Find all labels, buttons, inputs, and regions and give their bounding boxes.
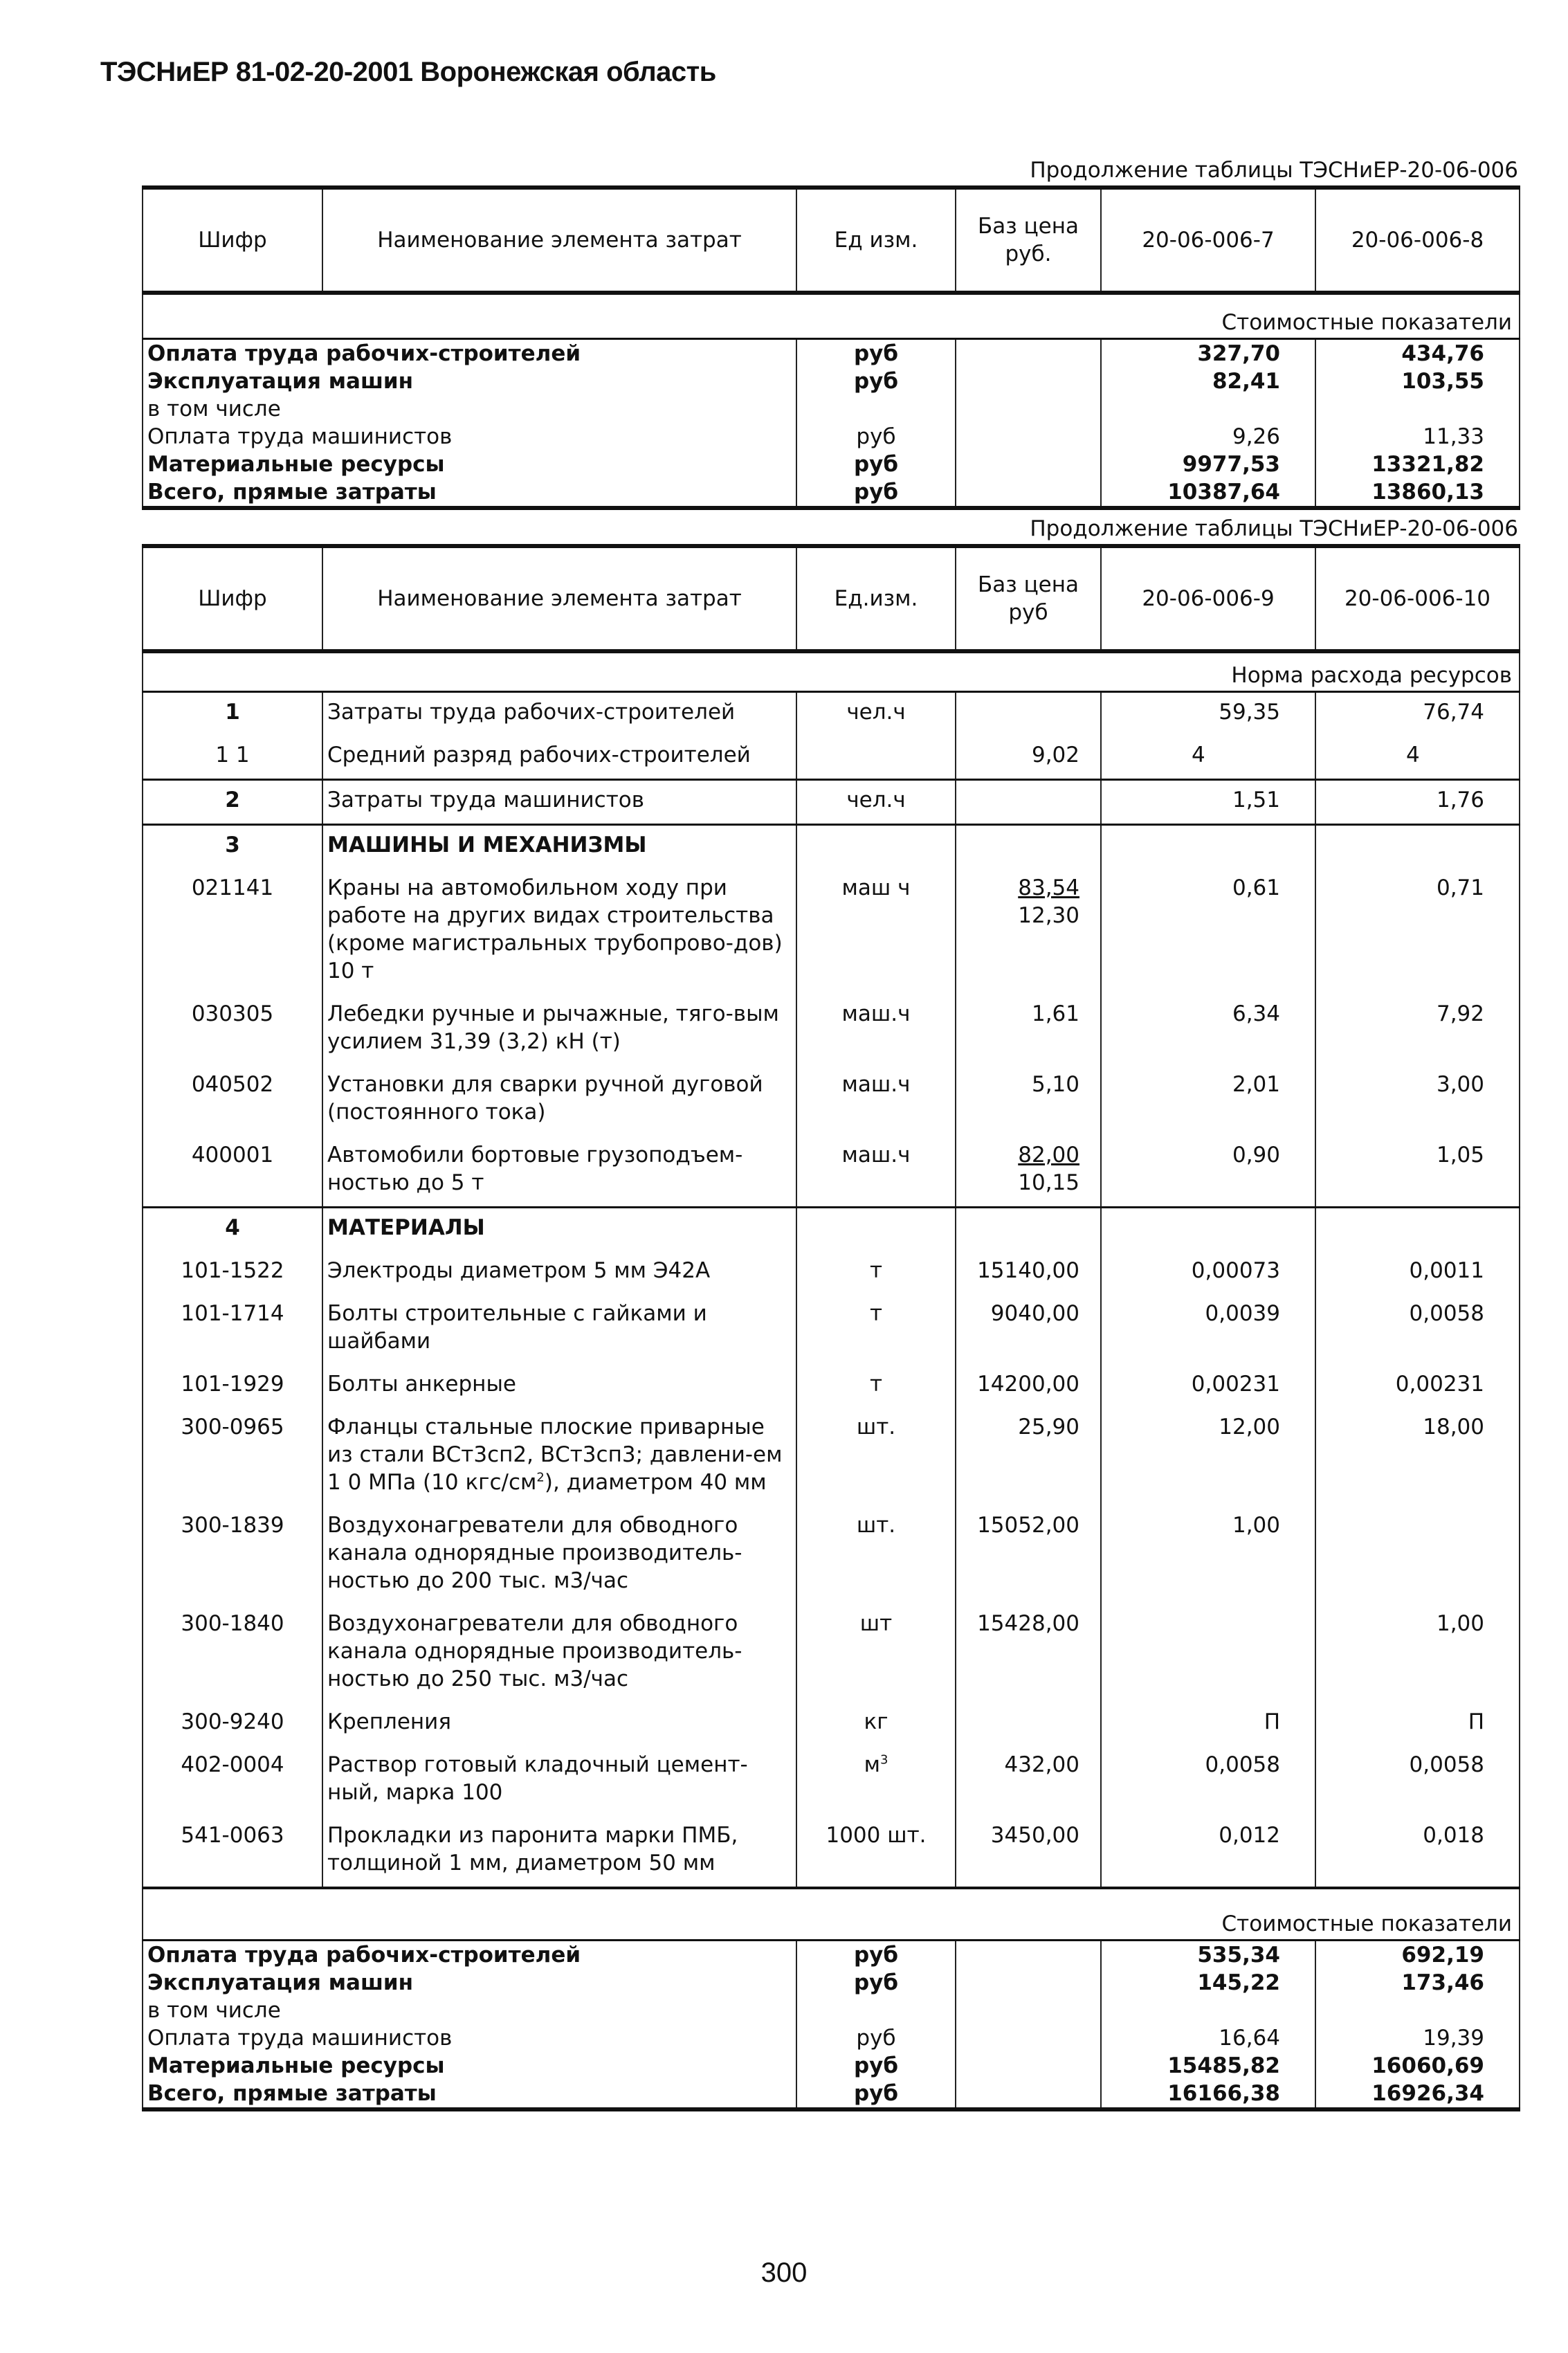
- cost-value-2: [1315, 395, 1520, 423]
- col-v1: 20-06-006-7: [1101, 188, 1315, 293]
- norm-value-2: 0,018: [1315, 1816, 1520, 1888]
- norm-value-2: 3,00: [1315, 1065, 1520, 1136]
- table2-norm-section-row: [143, 651, 1520, 691]
- resource-unit: чел.ч: [796, 779, 956, 824]
- section-label: Стоимостные показатели: [143, 293, 1520, 338]
- col-price: Баз цена руб: [956, 546, 1101, 651]
- page-number: 300: [760, 2257, 808, 2288]
- norm-value-1: 4: [1101, 736, 1315, 780]
- table2-header-row: [143, 546, 1520, 651]
- cost-name: в том числе: [143, 1997, 796, 2024]
- cost-row: [143, 1969, 1520, 1997]
- cost-unit: руб: [796, 2052, 956, 2080]
- cost-value-1: 9,26: [1101, 423, 1315, 451]
- resource-unit: маш ч: [796, 869, 956, 994]
- cost-value-2: [1315, 1997, 1520, 2024]
- resource-code: 101-1522: [143, 1251, 322, 1294]
- resource-unit: шт: [796, 1604, 956, 1702]
- resource-price: [956, 1604, 1101, 1702]
- resource-row: [143, 1207, 1520, 1251]
- norm-value-2: 0,0058: [1315, 1745, 1520, 1816]
- resource-unit: чел.ч: [796, 691, 956, 736]
- resource-price: [956, 1251, 1101, 1294]
- resource-unit: т: [796, 1365, 956, 1408]
- table1-section-row: [143, 293, 1520, 338]
- base-price-wage: 10,15: [1018, 1170, 1079, 1195]
- resource-code: 541-0063: [143, 1816, 322, 1888]
- cost-name: Оплата труда рабочих-строителей: [143, 1941, 796, 1970]
- cost-unit: руб: [796, 423, 956, 451]
- resource-row: [143, 869, 1520, 994]
- resource-price: [956, 1065, 1101, 1136]
- norm-value-1: 0,90: [1101, 1136, 1315, 1208]
- norm-value-2: 0,0011: [1315, 1251, 1520, 1294]
- norm-value-1: [1101, 1207, 1315, 1251]
- cost-name: Всего, прямые затраты: [143, 478, 796, 508]
- resource-name: Автомобили бортовые грузоподъем-ностью до 5 т: [322, 1136, 796, 1208]
- cost-value-2: 16060,69: [1315, 2052, 1520, 2080]
- cost-price-empty: [956, 451, 1101, 478]
- resource-unit: т: [796, 1251, 956, 1294]
- resource-unit: т: [796, 1294, 956, 1365]
- cost-value-2: 103,55: [1315, 367, 1520, 395]
- resource-name: Краны на автомобильном ходу при работе на других видах строительства (кроме магистральных трубопрово-дов) 10 т: [322, 869, 796, 994]
- norm-value-1: [1101, 1604, 1315, 1702]
- resource-price: [956, 1702, 1101, 1745]
- cost-price-empty: [956, 2052, 1101, 2080]
- resource-code: 021141: [143, 869, 322, 994]
- resource-price: [956, 736, 1101, 780]
- col-unit: Ед изм.: [796, 188, 956, 293]
- cost-row: [143, 338, 1520, 367]
- col-name: Наименование элемента затрат: [322, 188, 796, 293]
- resource-price: [956, 1207, 1101, 1251]
- norm-value-1: 12,00: [1101, 1408, 1315, 1506]
- resource-row: [143, 1702, 1520, 1745]
- cost-price-empty: [956, 1969, 1101, 1997]
- cost-name: Эксплуатация машин: [143, 367, 796, 395]
- base-price: 1,61: [1031, 1001, 1079, 1026]
- table1-continuation-label: Продолжение таблицы ТЭСНиЕР-20-06-006: [1030, 158, 1518, 183]
- cost-value-2: 19,39: [1315, 2024, 1520, 2052]
- table1: [142, 185, 1520, 510]
- table2-cost-section-row: [143, 1888, 1520, 1941]
- cost-unit: руб: [796, 1941, 956, 1970]
- resource-code: 101-1714: [143, 1294, 322, 1365]
- cost-price-empty: [956, 2080, 1101, 2109]
- col-v1: 20-06-006-9: [1101, 546, 1315, 651]
- norm-value-2: 0,0058: [1315, 1294, 1520, 1365]
- resource-name: Установки для сварки ручной дуговой (постоянного тока): [322, 1065, 796, 1136]
- resource-row: [143, 994, 1520, 1065]
- norm-value-1: 59,35: [1101, 691, 1315, 736]
- cost-row: [143, 423, 1520, 451]
- norm-value-2: [1315, 824, 1520, 869]
- resource-code: 040502: [143, 1065, 322, 1136]
- resource-row: [143, 1408, 1520, 1506]
- resource-price: [956, 869, 1101, 994]
- resource-row: [143, 1365, 1520, 1408]
- cost-unit: руб: [796, 1969, 956, 1997]
- cost-value-1: 535,34: [1101, 1941, 1315, 1970]
- resource-name: МАШИНЫ И МЕХАНИЗМЫ: [322, 824, 796, 869]
- resource-unit: шт.: [796, 1408, 956, 1506]
- col-name: Наименование элемента затрат: [322, 546, 796, 651]
- resource-name: Затраты труда машинистов: [322, 779, 796, 824]
- col-code: Шифр: [143, 546, 322, 651]
- resource-name-part: Фланцы стальные плоские приварные из стали ВСт3сп2, ВСт3сп3; давлени-ем 1 0 МПа (10 кгс/см: [327, 1414, 783, 1495]
- resource-price: [956, 779, 1101, 824]
- cost-value-2: 692,19: [1315, 1941, 1520, 1970]
- table2: [142, 544, 1520, 2111]
- cost-unit: руб: [796, 451, 956, 478]
- resource-code: 300-9240: [143, 1702, 322, 1745]
- cost-name: Оплата труда машинистов: [143, 2024, 796, 2052]
- resource-unit: маш.ч: [796, 994, 956, 1065]
- resource-code: 300-0965: [143, 1408, 322, 1506]
- col-unit: Ед.изм.: [796, 546, 956, 651]
- cost-row: [143, 478, 1520, 508]
- cost-unit: руб: [796, 478, 956, 508]
- resource-code: 300-1839: [143, 1506, 322, 1604]
- resource-name: Раствор готовый кладочный цемент-ный, марка 100: [322, 1745, 796, 1816]
- resource-name: Средний разряд рабочих-строителей: [322, 736, 796, 780]
- norm-value-1: 2,01: [1101, 1065, 1315, 1136]
- norm-value-2: 0,71: [1315, 869, 1520, 994]
- norm-value-2: П: [1315, 1702, 1520, 1745]
- resource-price: [956, 1365, 1101, 1408]
- resource-price: [956, 1294, 1101, 1365]
- resource-row: [143, 1745, 1520, 1816]
- norm-value-1: 0,00231: [1101, 1365, 1315, 1408]
- norm-value-2: 7,92: [1315, 994, 1520, 1065]
- base-price: 9040,00: [990, 1300, 1079, 1326]
- cost-value-2: 16926,34: [1315, 2080, 1520, 2109]
- cost-name: в том числе: [143, 395, 796, 423]
- resource-unit: [796, 824, 956, 869]
- norm-value-1: [1101, 824, 1315, 869]
- norm-value-2: [1315, 1207, 1520, 1251]
- cost-value-2: 13321,82: [1315, 451, 1520, 478]
- cost-price-empty: [956, 1997, 1101, 2024]
- cost-value-1: 327,70: [1101, 338, 1315, 367]
- cost-row: [143, 2080, 1520, 2109]
- base-price: 3450,00: [990, 1822, 1079, 1848]
- cost-price-empty: [956, 1941, 1101, 1970]
- base-price: 9,02: [1031, 742, 1079, 767]
- resource-row: [143, 1506, 1520, 1604]
- resource-row: [143, 1251, 1520, 1294]
- norm-value-2: 1,76: [1315, 779, 1520, 824]
- resource-name: [322, 1408, 796, 1506]
- norm-value-2: 76,74: [1315, 691, 1520, 736]
- resource-unit: [796, 1207, 956, 1251]
- cost-unit: [796, 395, 956, 423]
- resource-name: Затраты труда рабочих-строителей: [322, 691, 796, 736]
- cost-price-empty: [956, 2024, 1101, 2052]
- superscript: 2: [536, 1470, 545, 1485]
- resource-name: Крепления: [322, 1702, 796, 1745]
- cost-row: [143, 395, 1520, 423]
- col-code: Шифр: [143, 188, 322, 293]
- cost-price-empty: [956, 395, 1101, 423]
- resource-code: 101-1929: [143, 1365, 322, 1408]
- resource-price: [956, 1136, 1101, 1208]
- cost-value-1: 15485,82: [1101, 2052, 1315, 2080]
- cost-row: [143, 1941, 1520, 1970]
- resource-unit: шт.: [796, 1506, 956, 1604]
- resource-row: [143, 691, 1520, 736]
- resource-unit: [796, 1745, 956, 1816]
- cost-value-1: 16166,38: [1101, 2080, 1315, 2109]
- cost-value-1: 145,22: [1101, 1969, 1315, 1997]
- cost-value-1: [1101, 395, 1315, 423]
- cost-name: Всего, прямые затраты: [143, 2080, 796, 2109]
- cost-price-empty: [956, 367, 1101, 395]
- base-price: 15052,00: [977, 1512, 1079, 1538]
- cost-price-empty: [956, 478, 1101, 508]
- base-price: 15428,00: [977, 1610, 1079, 1636]
- resource-row: [143, 1065, 1520, 1136]
- resource-name-part: ), диаметром 40 мм: [544, 1469, 767, 1495]
- resource-code: 1 1: [143, 736, 322, 780]
- resource-code: 300-1840: [143, 1604, 322, 1702]
- norm-value-1: 0,012: [1101, 1816, 1315, 1888]
- base-price: 14200,00: [977, 1371, 1079, 1397]
- resource-price: [956, 1816, 1101, 1888]
- resource-name: Воздухонагреватели для обводного канала однорядные производитель-ностью до 200 тыс. м3/час: [322, 1506, 796, 1604]
- norm-value-2: 4: [1315, 736, 1520, 780]
- cost-unit: руб: [796, 367, 956, 395]
- col-v2: 20-06-006-10: [1315, 546, 1520, 651]
- base-price: 82,00: [1018, 1142, 1079, 1168]
- cost-value-1: [1101, 1997, 1315, 2024]
- resource-code: 402-0004: [143, 1745, 322, 1816]
- cost-value-2: 13860,13: [1315, 478, 1520, 508]
- resource-row: [143, 1294, 1520, 1365]
- cost-row: [143, 1997, 1520, 2024]
- cost-unit: руб: [796, 338, 956, 367]
- resource-price: [956, 994, 1101, 1065]
- resource-unit: 1000 шт.: [796, 1816, 956, 1888]
- cost-row: [143, 2052, 1520, 2080]
- norm-value-2: 1,00: [1315, 1604, 1520, 1702]
- resource-row: [143, 1816, 1520, 1888]
- resource-name: Воздухонагреватели для обводного канала однорядные производитель-ностью до 250 тыс. м3/час: [322, 1604, 796, 1702]
- resource-code: 4: [143, 1207, 322, 1251]
- resource-unit: [796, 736, 956, 780]
- base-price: 25,90: [1018, 1414, 1079, 1439]
- resource-name: Лебедки ручные и рычажные, тяго-вым усилием 31,39 (3,2) кН (т): [322, 994, 796, 1065]
- section-label: Стоимостные показатели: [143, 1888, 1520, 1941]
- cost-price-empty: [956, 423, 1101, 451]
- base-price-wage: 12,30: [1018, 902, 1079, 928]
- resource-name: Электроды диаметром 5 мм Э42А: [322, 1251, 796, 1294]
- superscript: 3: [879, 1752, 888, 1768]
- col-v2: 20-06-006-8: [1315, 188, 1520, 293]
- base-price: 83,54: [1018, 875, 1079, 900]
- col-price: Баз цена руб.: [956, 188, 1101, 293]
- cost-value-2: 11,33: [1315, 423, 1520, 451]
- norm-value-1: 0,0058: [1101, 1745, 1315, 1816]
- cost-price-empty: [956, 338, 1101, 367]
- norm-value-1: П: [1101, 1702, 1315, 1745]
- resource-name: Болты строительные с гайками и шайбами: [322, 1294, 796, 1365]
- cost-value-1: 82,41: [1101, 367, 1315, 395]
- resource-code: 1: [143, 691, 322, 736]
- resource-row: [143, 736, 1520, 780]
- base-price: 15140,00: [977, 1257, 1079, 1283]
- resource-row: [143, 824, 1520, 869]
- norm-value-1: 0,61: [1101, 869, 1315, 994]
- section-label: Норма расхода ресурсов: [143, 651, 1520, 691]
- base-price: 5,10: [1031, 1071, 1079, 1097]
- resource-row: [143, 779, 1520, 824]
- resource-price: [956, 1745, 1101, 1816]
- unit-text: м: [864, 1752, 880, 1777]
- cost-value-1: 16,64: [1101, 2024, 1315, 2052]
- resource-unit: маш.ч: [796, 1136, 956, 1208]
- resource-name: Прокладки из паронита марки ПМБ, толщиной 1 мм, диаметром 50 мм: [322, 1816, 796, 1888]
- cost-row: [143, 367, 1520, 395]
- resource-code: 400001: [143, 1136, 322, 1208]
- cost-value-1: 9977,53: [1101, 451, 1315, 478]
- cost-unit: руб: [796, 2080, 956, 2109]
- resource-code: 3: [143, 824, 322, 869]
- resource-code: 030305: [143, 994, 322, 1065]
- norm-value-1: 1,00: [1101, 1506, 1315, 1604]
- cost-row: [143, 451, 1520, 478]
- cost-name: Оплата труда машинистов: [143, 423, 796, 451]
- resource-price: [956, 691, 1101, 736]
- cost-name: Оплата труда рабочих-строителей: [143, 338, 796, 367]
- norm-value-1: 0,00073: [1101, 1251, 1315, 1294]
- cost-name: Эксплуатация машин: [143, 1969, 796, 1997]
- norm-value-1: 1,51: [1101, 779, 1315, 824]
- resource-name: Болты анкерные: [322, 1365, 796, 1408]
- norm-value-1: 0,0039: [1101, 1294, 1315, 1365]
- resource-row: [143, 1604, 1520, 1702]
- cost-name: Материальные ресурсы: [143, 451, 796, 478]
- cost-value-2: 434,76: [1315, 338, 1520, 367]
- norm-value-1: 6,34: [1101, 994, 1315, 1065]
- cost-value-2: 173,46: [1315, 1969, 1520, 1997]
- cost-row: [143, 2024, 1520, 2052]
- norm-value-2: 18,00: [1315, 1408, 1520, 1506]
- table2-continuation-label: Продолжение таблицы ТЭСНиЕР-20-06-006: [1030, 516, 1518, 541]
- norm-value-2: 1,05: [1315, 1136, 1520, 1208]
- cost-name: Материальные ресурсы: [143, 2052, 796, 2080]
- document-title: ТЭСНиЕР 81-02-20-2001 Воронежская область: [100, 57, 716, 87]
- norm-value-2: 0,00231: [1315, 1365, 1520, 1408]
- cost-value-1: 10387,64: [1101, 478, 1315, 508]
- resource-price: [956, 1506, 1101, 1604]
- resource-unit: маш.ч: [796, 1065, 956, 1136]
- resource-price: [956, 824, 1101, 869]
- resource-code: 2: [143, 779, 322, 824]
- table1-header-row: [143, 188, 1520, 293]
- resource-row: [143, 1136, 1520, 1208]
- resource-price: [956, 1408, 1101, 1506]
- cost-unit: [796, 1997, 956, 2024]
- base-price: 432,00: [1004, 1752, 1079, 1777]
- norm-value-2: [1315, 1506, 1520, 1604]
- cost-unit: руб: [796, 2024, 956, 2052]
- resource-name: МАТЕРИАЛЫ: [322, 1207, 796, 1251]
- resource-unit: кг: [796, 1702, 956, 1745]
